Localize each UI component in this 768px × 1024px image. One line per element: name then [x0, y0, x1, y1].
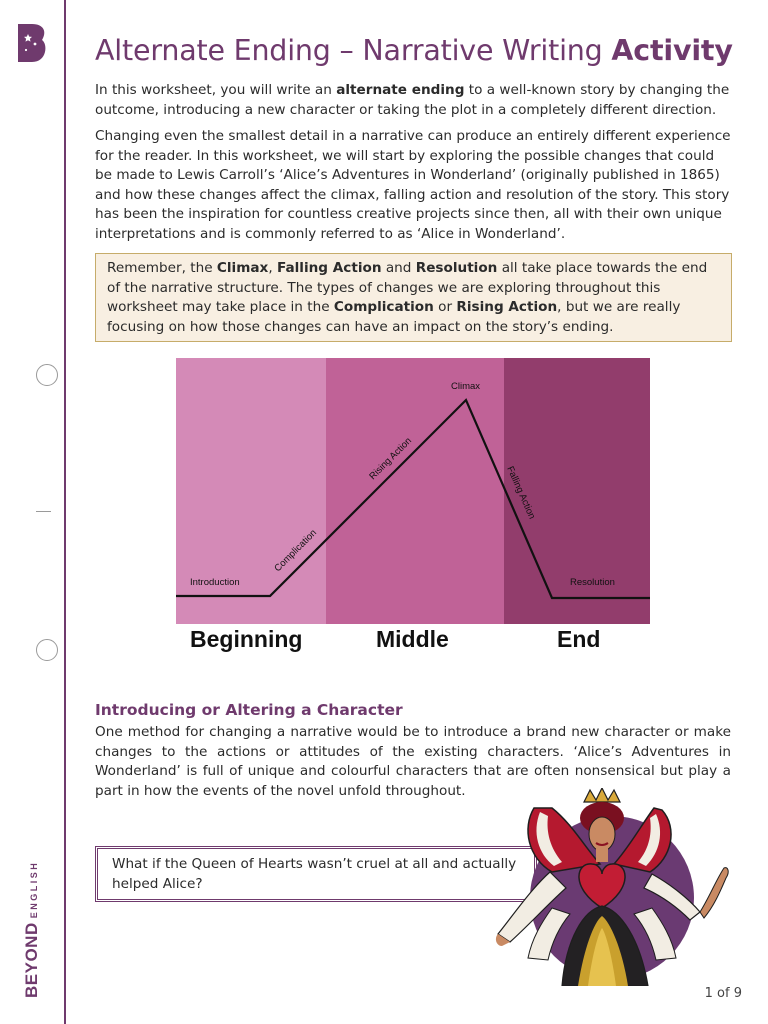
page-title [95, 34, 733, 67]
text-run-bold: alternate ending [336, 82, 465, 98]
section-band-middle [326, 358, 504, 624]
text-run: In this worksheet, you will write an [95, 82, 337, 98]
text-run: all take place towards the end of the narrative structure. The types of changes we are exploring throughout this worksheet may take place in the [107, 260, 708, 315]
label-rising-action: Rising Action [367, 435, 414, 483]
reminder-box [95, 253, 732, 342]
text-run-bold: Climax [216, 260, 269, 276]
fold-mark [36, 511, 51, 512]
section-heading: Introducing or Altering a Character [95, 701, 403, 719]
intro-paragraph-2: Changing even the smallest detail in a narrative can produce an entirely different experience for the reader. In this worksheet, we will start by exploring the possible changes that could be made to Lewis Carroll’s ‘Alice’s Adventures in Wonderland’ (originally published in 1865) and how these changes affect the climax, falling action and resolution of the story. This story has been the inspiration for countless creative projects since then, all with their own unique interpretations and is commonly referred to as ‘Alice in Wonderland’. [95, 128, 731, 242]
label-introduction: Introduction [190, 577, 240, 588]
label-complication: Complication [272, 527, 319, 575]
binder-hole [36, 364, 58, 386]
text-run-bold: Resolution [415, 260, 498, 276]
brand-name-bold: BEYOND [22, 922, 41, 998]
section-label-end: End [557, 626, 601, 652]
intro-paragraph-1 [95, 81, 731, 120]
story-arc-chart [176, 358, 650, 624]
margin-rule [64, 0, 66, 1024]
brand-name-light: ENGLISH [29, 860, 39, 919]
label-resolution: Resolution [570, 577, 615, 588]
section-body: One method for changing a narrative would be to introduce a brand new character or make changes to the actions or attitudes of the existing characters. ‘Alice’s Adventures in Wonderland’ is full of unique and colourful characters that are often nonsensical but play a part in how the events of the novel unfold throughout. [95, 724, 731, 799]
queen-of-hearts-illustration [492, 788, 734, 986]
section-label-beginning: Beginning [190, 626, 303, 652]
label-climax: Climax [451, 381, 481, 392]
title-regular: Alternate Ending – Narrative Writing [95, 34, 612, 67]
text-run: and [381, 260, 416, 276]
beyond-logo-icon [14, 22, 50, 66]
brand-wordmark [22, 861, 42, 998]
text-run-bold: Complication [333, 299, 434, 315]
text-run: Remember, the [107, 260, 217, 276]
title-bold: Activity [611, 34, 733, 67]
text-run: , but we are really focusing on how those changes can have an impact on the story’s ending. [107, 299, 681, 335]
arc-section-labels [0, 626, 768, 656]
text-run: , [268, 260, 277, 276]
text-run-bold: Falling Action [276, 260, 382, 276]
label-falling-action: Falling Action [504, 464, 538, 521]
section-label-middle: Middle [376, 626, 449, 652]
page-number: 1 of 9 [704, 986, 742, 1001]
text-run-bold: Rising Action [456, 299, 558, 315]
question-box: What if the Queen of Hearts wasn’t cruel at all and actually helped Alice? [95, 846, 537, 902]
text-run: to a well-known story by changing the outcome, introducing a new character or taking the plot in a completely different direction. [95, 82, 730, 118]
text-run: or [433, 299, 457, 315]
